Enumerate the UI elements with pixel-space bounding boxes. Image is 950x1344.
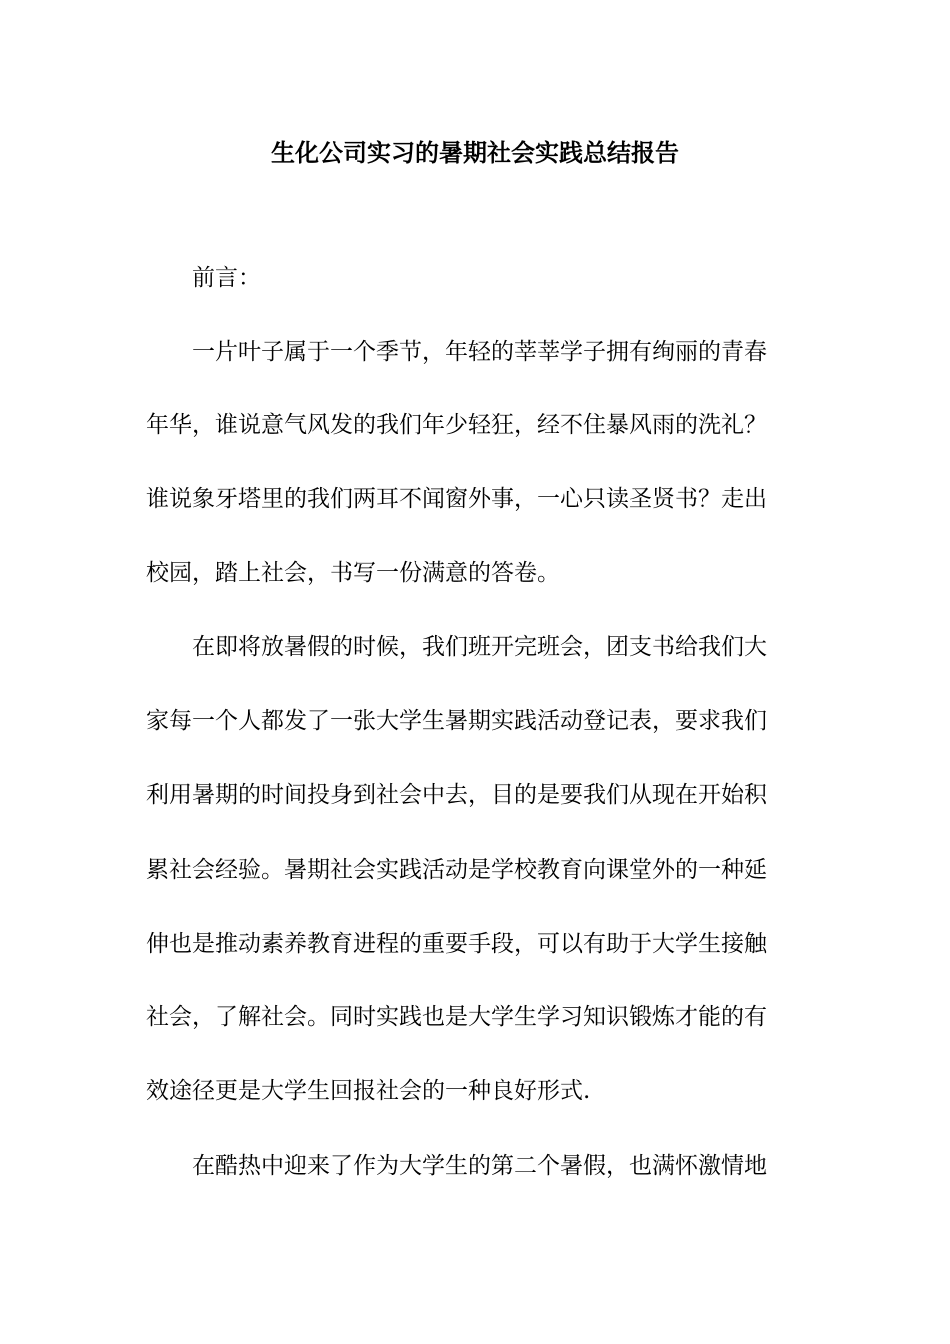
preface-heading: 前言：	[192, 265, 261, 291]
paragraph-line: 在酷热中迎来了作为大学生的第二个暑假，也满怀激情地	[192, 1153, 767, 1179]
paragraph-line: 年华，谁说意气风发的我们年少轻狂，经不住暴风雨的洗礼？	[146, 412, 767, 438]
paragraph-line: 一片叶子属于一个季节，年轻的莘莘学子拥有绚丽的青春	[192, 339, 767, 365]
document-title: 生化公司实习的暑期社会实践总结报告	[271, 138, 679, 167]
paragraph-line: 谁说象牙塔里的我们两耳不闻窗外事，一心只读圣贤书？走出	[146, 486, 767, 512]
paragraph-line: 校园，踏上社会，书写一份满意的答卷。	[146, 560, 560, 586]
paragraph-line: 家每一个人都发了一张大学生暑期实践活动登记表，要求我们	[146, 708, 767, 734]
paragraph-line: 社会，了解社会。同时实践也是大学生学习知识锻炼才能的有	[146, 1004, 767, 1030]
paragraph-line: 在即将放暑假的时候，我们班开完班会，团支书给我们大	[192, 634, 767, 660]
paragraph-line: 利用暑期的时间投身到社会中去，目的是要我们从现在开始积	[146, 782, 767, 808]
paragraph-line: 伸也是推动素养教育进程的重要手段，可以有助于大学生接触	[146, 931, 767, 957]
paragraph-line: 累社会经验。暑期社会实践活动是学校教育向课堂外的一种延	[146, 857, 767, 883]
paragraph-line: 效途径更是大学生回报社会的一种良好形式.	[146, 1078, 591, 1104]
